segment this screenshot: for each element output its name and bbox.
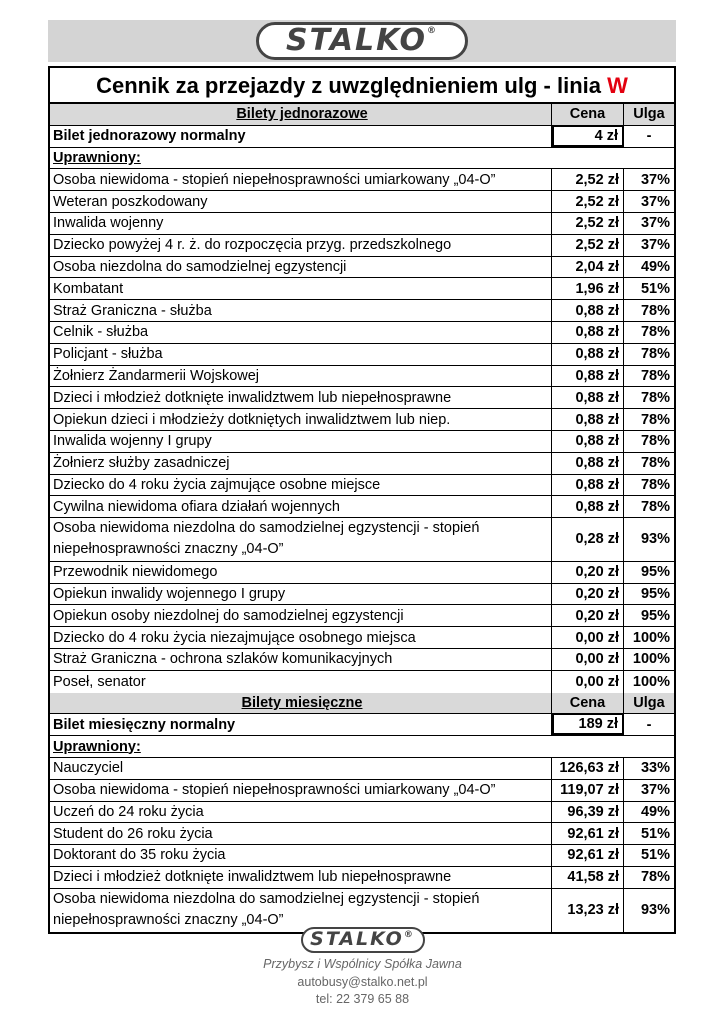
- row-price: 92,61 zł: [552, 823, 624, 844]
- row-label: Żołnierz Żandarmerii Wojskowej: [50, 366, 552, 387]
- normal-ticket-label: Bilet jednorazowy normalny: [50, 126, 552, 147]
- row-price: 96,39 zł: [552, 802, 624, 823]
- monthly-entitled-heading: [50, 736, 674, 758]
- row-discount: 49%: [640, 258, 670, 275]
- page-title: Cennik za przejazdy z uwzględnieniem ulg - linia W: [50, 68, 674, 104]
- table-row: [50, 453, 674, 475]
- normal-ticket-label: Bilet miesięczny normalny: [50, 714, 552, 735]
- row-discount: 78%: [640, 869, 670, 886]
- table-row: [50, 475, 674, 497]
- row-discount: 78%: [640, 302, 670, 319]
- row-discount: 37%: [640, 193, 670, 210]
- row-label: Opiekun inwalidy wojennego I grupy: [50, 584, 552, 605]
- table-row: [50, 431, 674, 453]
- row-label: Osoba niewidoma niezdolna do samodzielnej egzystencji - stopień niepełnosprawności znaczny „04-O”: [50, 889, 552, 933]
- row-label: Dziecko powyżej 4 r. ż. do rozpoczęcia przyg. przedszkolnego: [50, 235, 552, 256]
- table-row: [50, 867, 674, 889]
- row-price: 0,88 zł: [552, 366, 624, 387]
- row-price: 0,00 zł: [552, 627, 624, 648]
- row-discount: 78%: [640, 455, 670, 472]
- row-discount: 78%: [640, 476, 670, 493]
- row-discount: 100%: [632, 673, 670, 690]
- monthly-normal-row: [50, 714, 674, 736]
- row-label: Straż Graniczna - ochrona szlaków komunikacyjnych: [50, 649, 552, 670]
- row-label: Żołnierz służby zasadniczej: [50, 453, 552, 474]
- row-discount: 78%: [640, 498, 670, 515]
- monthly-tickets-header: [50, 693, 674, 715]
- row-label: Policjant - służba: [50, 344, 552, 365]
- table-row: [50, 191, 674, 213]
- price-column-header: Cena: [552, 104, 624, 125]
- normal-ticket-discount: -: [646, 716, 652, 733]
- row-discount: 100%: [632, 629, 670, 646]
- row-discount: 78%: [640, 433, 670, 450]
- row-label: Dzieci i młodzież dotknięte inwalidztwem lub niepełnosprawne: [50, 387, 552, 408]
- entitled-label: Uprawniony:: [53, 738, 141, 755]
- single-discount-rows: [50, 169, 674, 692]
- table-row: [50, 518, 674, 562]
- row-discount: 51%: [640, 280, 670, 297]
- row-discount: 37%: [640, 215, 670, 232]
- row-discount: 93%: [640, 902, 670, 919]
- row-label: Dziecko do 4 roku życia niezajmujące osobnego miejsca: [50, 627, 552, 648]
- row-label: Osoba niewidoma - stopień niepełnosprawności umiarkowany „04-O”: [50, 780, 552, 801]
- row-price: 0,88 zł: [552, 409, 624, 430]
- line-letter: W: [607, 73, 628, 98]
- row-discount: 78%: [640, 411, 670, 428]
- row-label: Inwalida wojenny I grupy: [50, 431, 552, 452]
- single-tickets-header: [50, 104, 674, 126]
- contact-email: autobusy@stalko.net.pl: [297, 975, 428, 989]
- row-label: Inwalida wojenny: [50, 213, 552, 234]
- row-price: 0,00 zł: [552, 671, 624, 693]
- row-price: 0,88 zł: [552, 453, 624, 474]
- table-row: [50, 605, 674, 627]
- row-label: Cywilna niewidoma ofiara działań wojennych: [50, 496, 552, 517]
- table-row: [50, 802, 674, 824]
- table-row: [50, 627, 674, 649]
- entitled-label: Uprawniony:: [53, 149, 141, 166]
- row-discount: 78%: [640, 346, 670, 363]
- row-price: 0,88 zł: [552, 496, 624, 517]
- table-row: [50, 257, 674, 279]
- row-price: 1,96 zł: [552, 278, 624, 299]
- row-label: Opiekun osoby niezdolnej do samodzielnej egzystencji: [50, 605, 552, 626]
- table-row: [50, 169, 674, 191]
- row-discount: 100%: [632, 651, 670, 668]
- row-discount: 78%: [640, 367, 670, 384]
- price-column-header: Cena: [552, 693, 624, 714]
- row-label: Celnik - służba: [50, 322, 552, 343]
- row-label: Straż Graniczna - służba: [50, 300, 552, 321]
- row-discount: 51%: [640, 825, 670, 842]
- row-price: 0,20 zł: [552, 562, 624, 583]
- row-discount: 49%: [640, 803, 670, 820]
- row-discount: 33%: [640, 760, 670, 777]
- row-label: Osoba niewidoma - stopień niepełnosprawności umiarkowany „04-O”: [50, 169, 552, 190]
- table-row: [50, 496, 674, 518]
- row-discount: 95%: [640, 564, 670, 581]
- table-row: [50, 409, 674, 431]
- company-name: Przybysz i Wspólnicy Spółka Jawna: [263, 957, 462, 971]
- row-label: Student do 26 roku życia: [50, 823, 552, 844]
- row-price: 126,63 zł: [552, 758, 624, 779]
- table-row: [50, 584, 674, 606]
- row-price: 2,52 zł: [552, 191, 624, 212]
- row-price: 119,07 zł: [552, 780, 624, 801]
- table-row: [50, 823, 674, 845]
- row-price: 41,58 zł: [552, 867, 624, 888]
- row-price: 2,52 zł: [552, 213, 624, 234]
- single-normal-row: [50, 126, 674, 148]
- section-title: Bilety jednorazowe: [50, 104, 552, 125]
- header-banner: [48, 20, 676, 62]
- stalko-footer-logo: STALKO®: [301, 927, 425, 953]
- table-row: [50, 889, 674, 933]
- table-row: [50, 344, 674, 366]
- row-price: 2,52 zł: [552, 235, 624, 256]
- row-price: 0,88 zł: [552, 344, 624, 365]
- row-price: 0,88 zł: [552, 431, 624, 452]
- table-row: [50, 649, 674, 671]
- row-price: 0,20 zł: [552, 584, 624, 605]
- table-row: [50, 366, 674, 388]
- section-title: Bilety miesięczne: [50, 693, 552, 714]
- row-price: 0,88 zł: [552, 387, 624, 408]
- table-row: [50, 213, 674, 235]
- row-discount: 93%: [640, 531, 670, 548]
- table-row: [50, 322, 674, 344]
- row-discount: 78%: [640, 389, 670, 406]
- table-row: [50, 300, 674, 322]
- row-price: 0,28 zł: [552, 518, 624, 561]
- row-label: Uczeń do 24 roku życia: [50, 802, 552, 823]
- row-label: Weteran poszkodowany: [50, 191, 552, 212]
- monthly-discount-rows: [50, 758, 674, 932]
- row-discount: 51%: [640, 847, 670, 864]
- row-label: Nauczyciel: [50, 758, 552, 779]
- row-discount: 78%: [640, 324, 670, 341]
- row-price: 2,52 zł: [552, 169, 624, 190]
- table-row: [50, 780, 674, 802]
- table-row: [50, 845, 674, 867]
- row-label: Poseł, senator: [50, 671, 552, 693]
- single-entitled-heading: [50, 148, 674, 170]
- row-label: Dzieci i młodzież dotknięte inwalidztwem lub niepełnosprawne: [50, 867, 552, 888]
- table-row: [50, 278, 674, 300]
- row-discount: 95%: [640, 585, 670, 602]
- stalko-logo: STALKO®: [256, 22, 468, 60]
- row-price: 13,23 zł: [552, 889, 624, 933]
- row-label: Kombatant: [50, 278, 552, 299]
- row-price: 2,04 zł: [552, 257, 624, 278]
- table-row: [50, 671, 674, 693]
- row-price: 0,00 zł: [552, 649, 624, 670]
- normal-ticket-price: 4 zł: [552, 126, 624, 147]
- row-label: Przewodnik niewidomego: [50, 562, 552, 583]
- row-price: 92,61 zł: [552, 845, 624, 866]
- row-price: 0,88 zł: [552, 475, 624, 496]
- row-discount: 95%: [640, 607, 670, 624]
- table-row: [50, 387, 674, 409]
- row-price: 0,88 zł: [552, 300, 624, 321]
- price-list-table: [48, 66, 676, 934]
- row-discount: 37%: [640, 237, 670, 254]
- table-row: [50, 562, 674, 584]
- table-row: [50, 758, 674, 780]
- table-row: [50, 235, 674, 257]
- row-label: Opiekun dzieci i młodzieży dotkniętych inwalidztwem lub niep.: [50, 409, 552, 430]
- discount-column-header: Ulga: [633, 694, 665, 711]
- row-discount: 37%: [640, 171, 670, 188]
- row-label: Osoba niezdolna do samodzielnej egzystencji: [50, 257, 552, 278]
- row-label: Doktorant do 35 roku życia: [50, 845, 552, 866]
- row-discount: 37%: [640, 782, 670, 799]
- normal-ticket-price: 189 zł: [552, 714, 624, 735]
- row-label: Dziecko do 4 roku życia zajmujące osobne miejsce: [50, 475, 552, 496]
- row-label: Osoba niewidoma niezdolna do samodzielnej egzystencji - stopień niepełnosprawności znaczny „04-O”: [50, 518, 552, 561]
- normal-ticket-discount: -: [646, 128, 652, 145]
- contact-phone: tel: 22 379 65 88: [315, 992, 410, 1006]
- discount-column-header: Ulga: [633, 106, 665, 123]
- row-price: 0,20 zł: [552, 605, 624, 626]
- row-price: 0,88 zł: [552, 322, 624, 343]
